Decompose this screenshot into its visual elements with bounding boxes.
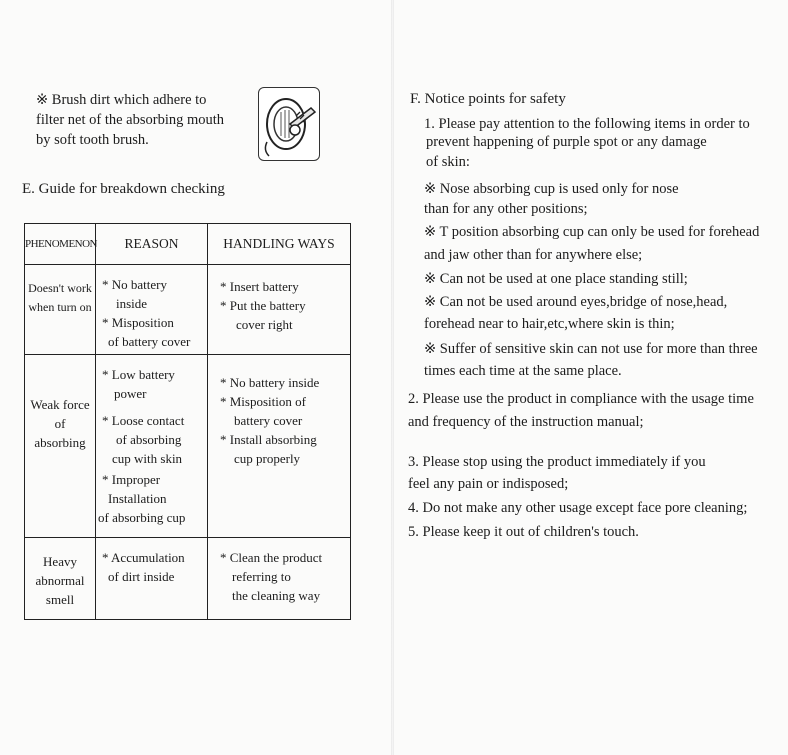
handling-cell bbox=[208, 265, 351, 355]
table-row bbox=[25, 537, 351, 619]
phenomenon-text: of bbox=[54, 416, 66, 432]
phenomenon-text: Doesn't work bbox=[28, 281, 92, 296]
safety-note-line: ※ Suffer of sensitive skin can not use for more than three bbox=[424, 341, 758, 357]
reason-text: of absorbing bbox=[116, 432, 182, 448]
column-header-phenomenon: PHENOMENON bbox=[25, 224, 96, 265]
phenomenon-text: Heavy bbox=[43, 553, 77, 569]
reason-text: of absorbing cup bbox=[98, 510, 186, 526]
safety-note-line: ※ Nose absorbing cup is used only for nose bbox=[424, 181, 679, 197]
reason-text: * Misposition bbox=[102, 315, 174, 331]
reason-text: inside bbox=[116, 296, 148, 312]
phenomenon-text: smell bbox=[45, 591, 75, 607]
brush-note-line-3: by soft tooth brush. bbox=[36, 132, 149, 148]
tooth-brush-illustration-icon bbox=[258, 87, 320, 161]
reason-text: of battery cover bbox=[108, 334, 191, 350]
brush-note-line-1: ※ Brush dirt which adhere to bbox=[36, 92, 207, 108]
safety-note-line: ※ Can not be used at one place standing still; bbox=[424, 271, 688, 287]
column-header-handling-ways: HANDLING WAYS bbox=[208, 224, 351, 265]
phenomenon-cell bbox=[25, 355, 96, 537]
reason-text: Installation bbox=[108, 491, 167, 507]
phenomenon-text: Weak force bbox=[30, 397, 90, 413]
item-1-line: of skin: bbox=[426, 154, 470, 170]
item-5-line: 5. Please keep it out of children's touch. bbox=[408, 524, 639, 540]
reason-text: cup with skin bbox=[112, 451, 183, 467]
table-header-row bbox=[25, 224, 351, 265]
item-4-line: 4. Do not make any other usage except face pore cleaning; bbox=[408, 500, 748, 516]
handling-text: the cleaning way bbox=[232, 587, 321, 603]
reason-text: of dirt inside bbox=[108, 568, 175, 584]
phenomenon-text: absorbing bbox=[34, 435, 86, 451]
handling-text: referring to bbox=[232, 568, 291, 584]
reason-cell bbox=[96, 265, 208, 355]
handling-text: battery cover bbox=[234, 413, 303, 429]
handling-text: * No battery inside bbox=[220, 375, 320, 391]
table-row bbox=[25, 355, 351, 537]
reason-cell bbox=[96, 355, 208, 537]
handling-text: cup properly bbox=[234, 451, 301, 467]
handling-text: * Misposition of bbox=[220, 394, 306, 410]
handling-cell bbox=[208, 355, 351, 537]
reason-cell bbox=[96, 537, 208, 619]
brush-note-line-2: filter net of the absorbing mouth bbox=[36, 112, 225, 128]
item-3-line: feel any pain or indisposed; bbox=[408, 476, 569, 492]
handling-text: * Put the battery bbox=[220, 298, 306, 314]
item-1-line: prevent happening of purple spot or any damage bbox=[426, 134, 707, 150]
handling-text: * Clean the product bbox=[220, 549, 323, 565]
phenomenon-text: when turn on bbox=[28, 300, 92, 315]
handling-text: * Install absorbing bbox=[220, 432, 317, 448]
item-2-line: 2. Please use the product in compliance with the usage time bbox=[408, 391, 754, 407]
breakdown-guide-table bbox=[24, 223, 351, 620]
handling-text: * Insert battery bbox=[220, 279, 299, 295]
safety-note-line: ※ Can not be used around eyes,bridge of nose,head, bbox=[424, 294, 728, 310]
handling-cell bbox=[208, 537, 351, 619]
reason-text: * No battery bbox=[102, 277, 167, 293]
item-2-line: and frequency of the instruction manual; bbox=[408, 414, 644, 430]
item-1-line: 1. Please pay attention to the following items in order to bbox=[424, 116, 750, 132]
column-header-reason: REASON bbox=[96, 224, 208, 265]
section-e-title: E. Guide for breakdown checking bbox=[22, 181, 225, 197]
reason-text: * Accumulation bbox=[102, 549, 185, 565]
safety-note-line: forehead near to hair,etc,where skin is thin; bbox=[424, 316, 675, 332]
phenomenon-cell bbox=[25, 537, 96, 619]
reason-text: * Loose contact bbox=[102, 413, 185, 429]
item-3-line: 3. Please stop using the product immediately if you bbox=[408, 454, 706, 470]
table-row bbox=[25, 265, 351, 355]
phenomenon-text: abnormal bbox=[35, 572, 85, 588]
safety-note-line: ※ T position absorbing cup can only be used for forehead bbox=[424, 224, 760, 240]
section-f-title: F. Notice points for safety bbox=[410, 91, 566, 107]
reason-text: * Improper bbox=[102, 472, 161, 488]
safety-note-line: than for any other positions; bbox=[424, 201, 588, 217]
phenomenon-cell bbox=[25, 265, 96, 355]
safety-note-line: times each time at the same place. bbox=[424, 363, 622, 379]
reason-text: power bbox=[114, 386, 147, 402]
handling-text: cover right bbox=[236, 317, 293, 333]
reason-text: * Low battery bbox=[102, 367, 175, 383]
safety-note-line: and jaw other than for anywhere else; bbox=[424, 247, 643, 263]
